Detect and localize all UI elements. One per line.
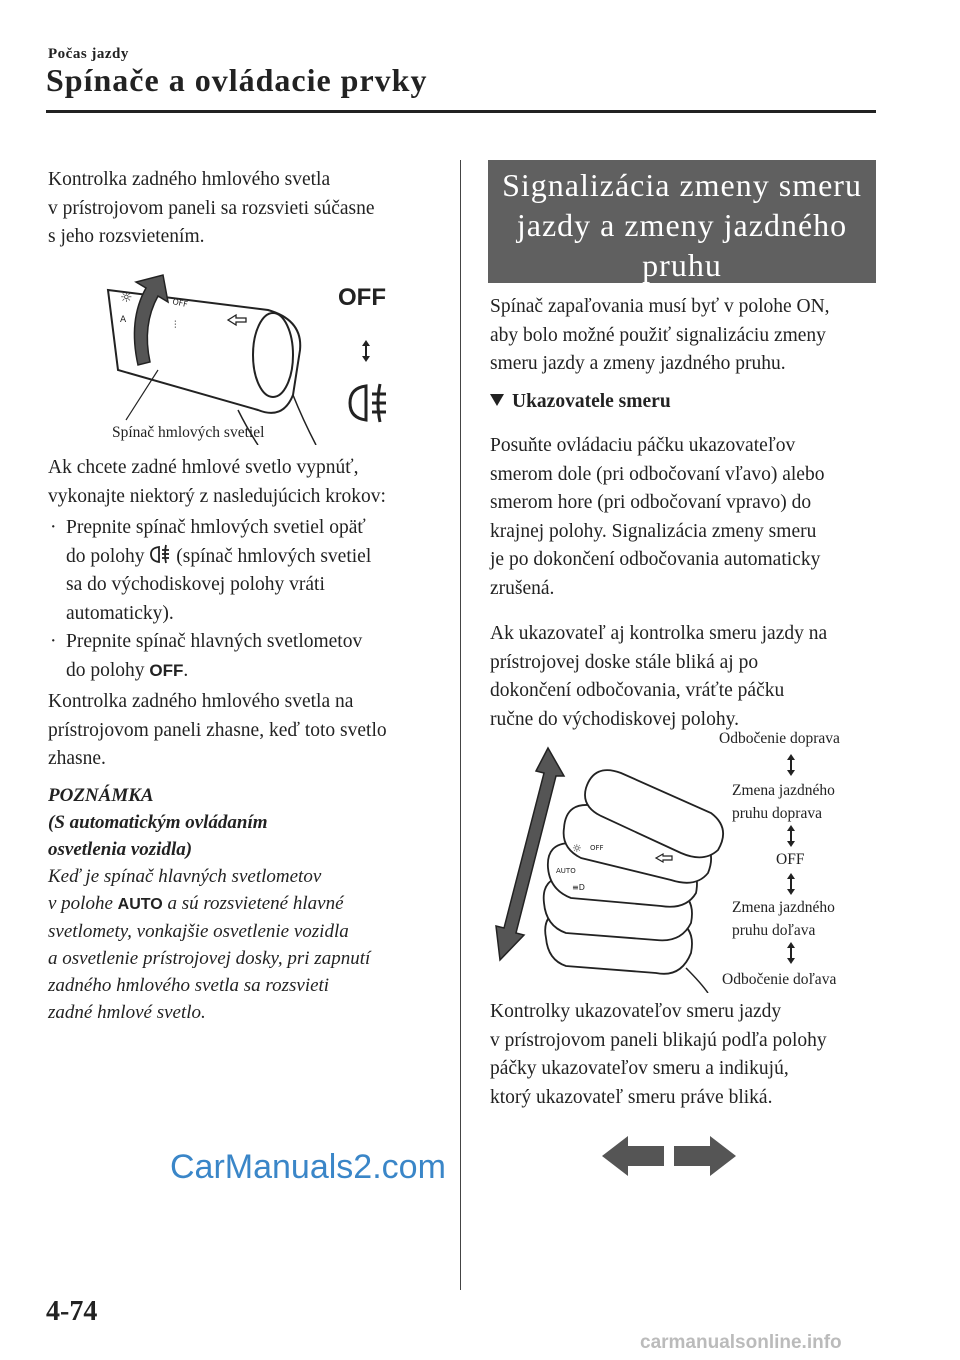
note-block [48,782,458,1026]
subheading [490,388,671,417]
turn-right-label: Odbočenie doprava [719,730,840,747]
text-line: smerom hore (pri odbočovaní vpravo) do [490,492,812,513]
note-subheading: (S automatickým ovládaním [48,812,268,833]
lane-change-right-label: pruhu doprava [732,805,822,822]
text-line: ktorý ukazovateľ smeru práve bliká. [490,1086,773,1108]
text-line: Keď je spínač hlavných svetlometov [48,866,322,887]
double-arrow-icon [360,340,372,362]
svg-text:A: A [120,315,127,325]
text-line: aby bolo možné použiť signalizáciu zmeny [490,324,826,346]
text-line: Ak chcete zadné hmlové svetlo vypnúť, [48,457,359,478]
bullet-item-2 [48,628,448,685]
text-line: Kontrolky ukazovateľov smeru jazdy [490,1001,782,1022]
banner-line: jazdy a zmeny jazdného [516,207,848,243]
text-line: v prístrojovom paneli blikajú podľa polohy [490,1029,827,1051]
text-span: a sú rozsvietené hlavné [167,893,344,914]
text-line: páčky ukazovateľov smeru a indikujú, [490,1058,789,1079]
svg-text:☼: ☼ [572,842,582,855]
header-rule [46,110,876,113]
right-paragraph-3 [490,620,827,734]
text-span: do polohy [66,659,145,681]
fog-switch-caption: Spínač hmlových svetiel [112,424,265,441]
text-line: svetlomety, vonkajšie osvetlenie vozidla [48,921,349,942]
right-paragraph-4 [490,998,827,1112]
bullet-item-1 [48,514,448,628]
double-arrow-icon [785,754,797,776]
right-paragraph-1 [490,293,830,379]
rear-fog-light-icon [149,544,171,564]
section-label: Počas jazdy [48,46,129,62]
off-position-label: OFF [338,284,386,311]
double-arrow-icon [785,942,797,964]
right-paragraph-2 [490,432,824,603]
triangle-down-icon [490,394,504,406]
auto-symbol: AUTO [117,896,163,913]
text-line: v prístrojovom paneli sa rozsvieti súčasne [48,197,375,219]
double-arrow-icon [785,825,797,847]
page-number: 4-74 [46,1296,98,1327]
text-line: prístrojovej doske stále bliká aj po [490,651,759,673]
watermark-2: carmanualsonline.info [640,1332,842,1353]
text-line [66,657,448,686]
text-line: zadného hmlového svetla sa rozsvieti [48,975,330,996]
text-line: Kontrolka zadného hmlového svetla [48,169,331,190]
text-span: (spínač hmlových svetiel [176,545,372,567]
svg-text:⫶: ⫶ [174,320,177,331]
text-line: Ak ukazovateľ aj kontrolka smeru jazdy na [490,623,828,644]
text-line: smerom dole (pri odbočovaní vľavo) alebo [490,463,825,485]
text-line: · Prepnite spínač hmlových svetiel opäť [66,517,366,538]
section-banner [488,160,876,283]
text-line: zadné hmlové svetlo. [48,1002,206,1023]
svg-text:≡D: ≡D [572,883,585,892]
right-arrow-icon [674,1136,736,1176]
left-arrow-icon [602,1136,664,1176]
note-subheading: osvetlenia vozidla) [48,839,193,860]
text-line: zhasne. [48,748,106,769]
text-line: vykonajte niektorý z nasledujúcich krokov: [48,485,386,507]
svg-text:AUTO: AUTO [556,867,576,875]
svg-text:☼: ☼ [120,290,133,306]
lane-change-left-label: pruhu doľava [732,922,816,939]
left-paragraph-1 [48,166,375,252]
lane-change-right-label: Zmena jazdného [732,782,835,799]
text-line [66,543,448,572]
turn-signal-figure [486,728,876,993]
watermark: CarManuals2.com [170,1148,446,1186]
left-paragraph-2 [48,454,386,511]
text-line: sa do východiskovej polohy vráti [66,574,325,595]
double-arrow-icon [785,873,797,895]
turn-indicator-arrows [602,1136,736,1176]
text-line: Spínač zapaľovania musí byť v polohe ON, [490,296,830,317]
note-heading: POZNÁMKA [48,785,154,806]
bullet-list [48,514,448,685]
text-span: v polohe [48,893,113,914]
text-line: dokončení odbočovania, vráťte páčku [490,680,785,701]
fog-switch-figure [88,270,408,445]
left-paragraph-3 [48,688,387,774]
turn-left-label: Odbočenie doľava [722,971,837,988]
text-line [48,890,458,918]
svg-text:OFF: OFF [171,297,189,310]
off-label: OFF [776,851,805,868]
text-line: krajnej polohy. Signalizácia zmeny smeru [490,520,817,542]
text-line: je po dokončení odbočovania automaticky [490,549,821,570]
text-span: do polohy [66,545,145,567]
svg-text:OFF: OFF [590,844,604,852]
column-divider [460,160,461,1290]
turn-signal-illustration [486,728,726,993]
text-line: zrušená. [490,577,555,599]
text-line: s jeho rozsvietením. [48,226,205,247]
text-line: · Prepnite spínač hlavných svetlometov [66,631,363,652]
page-title: Spínače a ovládacie prvky [46,62,428,98]
rear-fog-light-icon [344,380,388,426]
text-line: ručne do východiskovej polohy. [490,708,739,730]
text-line: smeru jazdy a zmeny jazdného pruhu. [490,353,786,374]
lever-end [253,313,293,397]
text-line: prístrojovom paneli zhasne, keď toto svetlo [48,719,387,741]
text-line: Kontrolka zadného hmlového svetla na [48,691,354,712]
text-span: . [183,659,189,681]
lane-change-left-label: Zmena jazdného [732,899,835,916]
text-line: automaticky). [66,602,174,624]
banner-line: Signalizácia zmeny smeru [502,167,862,203]
subheading-text: Ukazovatele smeru [512,391,671,412]
text-line: Posuňte ovládaciu páčku ukazovateľov [490,435,796,456]
off-symbol: OFF [149,660,184,680]
text-line: a osvetlenie prístrojovej dosky, pri zapnutí [48,948,371,969]
banner-line: pruhu [642,247,722,283]
